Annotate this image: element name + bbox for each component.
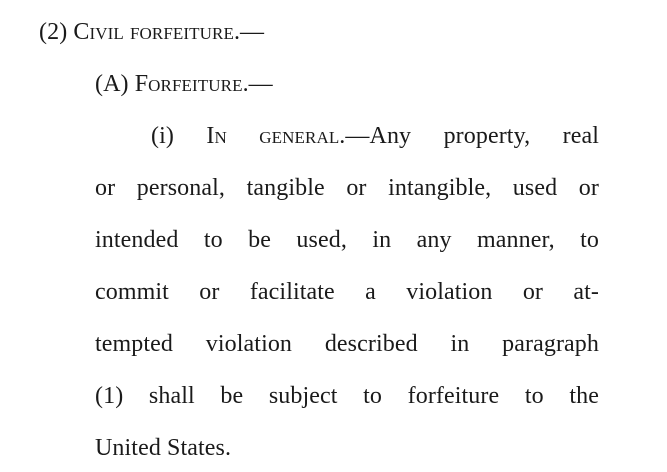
clause-heading: In general.— (206, 123, 370, 149)
subparagraph-heading: Forfeiture.— (134, 71, 273, 97)
clause-number: (i) (151, 123, 174, 149)
clause-text-line: intended to be used, in any manner, to (95, 227, 599, 253)
clause-text-line: (1) shall be subject to forfeiture to the (95, 383, 599, 409)
paragraph-number: (2) (39, 19, 68, 45)
paragraph-heading: Civil forfeiture.— (73, 19, 265, 45)
section-paragraph-2-heading (39, 18, 264, 46)
clause-text-line: or personal, tangible or intangible, used or (95, 175, 599, 201)
clause-i-first-line (151, 122, 599, 150)
clause-text-line: tempted violation described in paragraph (95, 331, 599, 357)
subparagraph-a-heading (95, 70, 273, 98)
clause-text-line-last: United States. (95, 435, 232, 461)
subparagraph-number: (A) (95, 71, 129, 97)
clause-first-line-text: Any property, real (369, 123, 600, 149)
clause-text-line: commit or facilitate a violation or at- (95, 279, 599, 305)
